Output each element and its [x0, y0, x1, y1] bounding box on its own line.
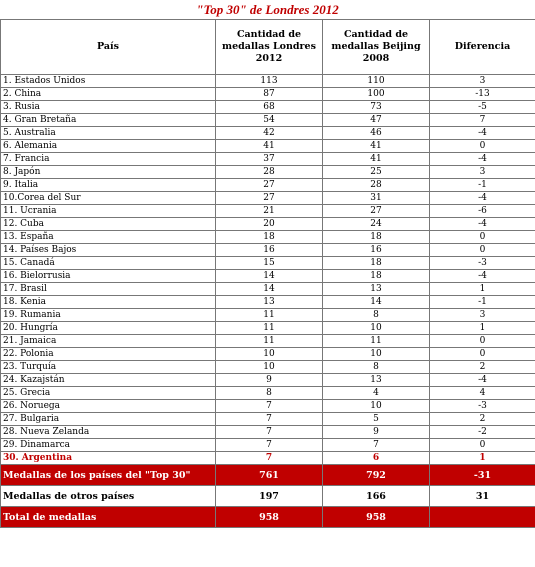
- summary-label: Medallas de los países del "Top 30": [1, 465, 216, 486]
- london-cell: 28: [216, 166, 323, 179]
- beijing-cell: 110: [323, 75, 430, 88]
- table-row: [1, 101, 535, 114]
- diff-cell: -4: [430, 374, 535, 387]
- london-cell: 9: [216, 374, 323, 387]
- london-cell: 10: [216, 348, 323, 361]
- beijing-cell: 10: [323, 400, 430, 413]
- beijing-cell: 41: [323, 153, 430, 166]
- diff-cell: 0: [430, 244, 535, 257]
- london-cell: 8: [216, 387, 323, 400]
- beijing-cell: 24: [323, 218, 430, 231]
- diff-cell: -4: [430, 127, 535, 140]
- table-row: [1, 75, 535, 88]
- london-cell: 11: [216, 322, 323, 335]
- beijing-cell: 13: [323, 283, 430, 296]
- table-title: "Top 30" de Londres 2012: [0, 0, 535, 19]
- beijing-cell: 25: [323, 166, 430, 179]
- country-cell: 19. Rumania: [1, 309, 216, 322]
- london-cell: 27: [216, 192, 323, 205]
- beijing-cell: 18: [323, 270, 430, 283]
- london-cell: 54: [216, 114, 323, 127]
- london-cell: 42: [216, 127, 323, 140]
- table-row: [1, 413, 535, 426]
- diff-cell: 2: [430, 361, 535, 374]
- table-row: [1, 426, 535, 439]
- diff-cell: 2: [430, 413, 535, 426]
- table-row: [1, 452, 535, 465]
- summary-row: [1, 486, 535, 507]
- diff-cell: -6: [430, 205, 535, 218]
- header-beijing: Cantidad de medallas Beijing 2008: [323, 20, 430, 75]
- beijing-cell: 100: [323, 88, 430, 101]
- beijing-cell: 47: [323, 114, 430, 127]
- table-row: [1, 348, 535, 361]
- country-cell: 10.Corea del Sur: [1, 192, 216, 205]
- beijing-cell: 16: [323, 244, 430, 257]
- country-cell: 27. Bulgaria: [1, 413, 216, 426]
- london-cell: 14: [216, 270, 323, 283]
- country-cell: 8. Japón: [1, 166, 216, 179]
- beijing-cell: 8: [323, 309, 430, 322]
- diff-cell: 3: [430, 166, 535, 179]
- london-cell: 14: [216, 283, 323, 296]
- table-row: [1, 309, 535, 322]
- table-row: [1, 335, 535, 348]
- london-cell: 7: [216, 439, 323, 452]
- london-cell: 7: [216, 452, 323, 465]
- london-cell: 7: [216, 413, 323, 426]
- diff-cell: -5: [430, 101, 535, 114]
- country-cell: 3. Rusia: [1, 101, 216, 114]
- beijing-cell: 7: [323, 439, 430, 452]
- country-cell: 2. China: [1, 88, 216, 101]
- london-cell: 68: [216, 101, 323, 114]
- beijing-cell: 41: [323, 140, 430, 153]
- london-cell: 7: [216, 400, 323, 413]
- diff-cell: -4: [430, 270, 535, 283]
- country-cell: 29. Dinamarca: [1, 439, 216, 452]
- table-row: [1, 114, 535, 127]
- country-cell: 26. Noruega: [1, 400, 216, 413]
- london-cell: 41: [216, 140, 323, 153]
- diff-cell: -3: [430, 400, 535, 413]
- summary-london: 761: [216, 465, 323, 486]
- diff-cell: 1: [430, 283, 535, 296]
- summary-london: 958: [216, 507, 323, 528]
- summary-label: Medallas de otros países: [1, 486, 216, 507]
- header-diff: Diferencia: [430, 20, 535, 75]
- table-row: [1, 231, 535, 244]
- beijing-cell: 14: [323, 296, 430, 309]
- diff-cell: -2: [430, 426, 535, 439]
- london-cell: 13: [216, 296, 323, 309]
- table-row: [1, 283, 535, 296]
- summary-beijing: 166: [323, 486, 430, 507]
- diff-cell: -4: [430, 153, 535, 166]
- summary-beijing: 958: [323, 507, 430, 528]
- diff-cell: -3: [430, 257, 535, 270]
- beijing-cell: 9: [323, 426, 430, 439]
- diff-cell: -4: [430, 218, 535, 231]
- country-cell: 28. Nueva Zelanda: [1, 426, 216, 439]
- beijing-cell: 6: [323, 452, 430, 465]
- country-cell: 18. Kenia: [1, 296, 216, 309]
- london-cell: 15: [216, 257, 323, 270]
- london-cell: 21: [216, 205, 323, 218]
- table-row: [1, 270, 535, 283]
- table-row: [1, 192, 535, 205]
- london-cell: 16: [216, 244, 323, 257]
- london-cell: 7: [216, 426, 323, 439]
- diff-cell: 1: [430, 322, 535, 335]
- london-cell: 18: [216, 231, 323, 244]
- table-row: [1, 88, 535, 101]
- diff-cell: 0: [430, 335, 535, 348]
- summary-diff: 31: [430, 486, 535, 507]
- beijing-cell: 4: [323, 387, 430, 400]
- country-cell: 1. Estados Unidos: [1, 75, 216, 88]
- country-cell: 25. Grecia: [1, 387, 216, 400]
- country-cell: 11. Ucrania: [1, 205, 216, 218]
- london-cell: 87: [216, 88, 323, 101]
- country-cell: 21. Jamaica: [1, 335, 216, 348]
- table-row: [1, 179, 535, 192]
- diff-cell: 1: [430, 452, 535, 465]
- diff-cell: 0: [430, 348, 535, 361]
- table-row: [1, 439, 535, 452]
- beijing-cell: 18: [323, 231, 430, 244]
- diff-cell: -1: [430, 179, 535, 192]
- diff-cell: 4: [430, 387, 535, 400]
- country-cell: 13. España: [1, 231, 216, 244]
- beijing-cell: 8: [323, 361, 430, 374]
- country-cell: 6. Alemania: [1, 140, 216, 153]
- diff-cell: -13: [430, 88, 535, 101]
- beijing-cell: 13: [323, 374, 430, 387]
- summary-label: Total de medallas: [1, 507, 216, 528]
- table-row: [1, 244, 535, 257]
- country-cell: 9. Italia: [1, 179, 216, 192]
- table-row: [1, 387, 535, 400]
- beijing-cell: 73: [323, 101, 430, 114]
- beijing-cell: 10: [323, 348, 430, 361]
- country-cell: 30. Argentina: [1, 452, 216, 465]
- table-row: [1, 322, 535, 335]
- header-london: Cantidad de medallas Londres 2012: [216, 20, 323, 75]
- diff-cell: 7: [430, 114, 535, 127]
- table-row: [1, 127, 535, 140]
- london-cell: 11: [216, 335, 323, 348]
- beijing-cell: 27: [323, 205, 430, 218]
- country-cell: 7. Francia: [1, 153, 216, 166]
- london-cell: 113: [216, 75, 323, 88]
- beijing-cell: 11: [323, 335, 430, 348]
- table-row: [1, 257, 535, 270]
- diff-cell: 0: [430, 231, 535, 244]
- london-cell: 11: [216, 309, 323, 322]
- london-cell: 20: [216, 218, 323, 231]
- diff-cell: 3: [430, 75, 535, 88]
- country-cell: 23. Turquía: [1, 361, 216, 374]
- table-row: [1, 205, 535, 218]
- country-cell: 12. Cuba: [1, 218, 216, 231]
- summary-london: 197: [216, 486, 323, 507]
- table-row: [1, 166, 535, 179]
- diff-cell: 0: [430, 439, 535, 452]
- beijing-cell: 10: [323, 322, 430, 335]
- summary-diff: [430, 507, 535, 528]
- medal-table: [0, 19, 535, 528]
- table-row: [1, 218, 535, 231]
- beijing-cell: 31: [323, 192, 430, 205]
- beijing-cell: 5: [323, 413, 430, 426]
- country-cell: 4. Gran Bretaña: [1, 114, 216, 127]
- country-cell: 20. Hungría: [1, 322, 216, 335]
- table-row: [1, 140, 535, 153]
- beijing-cell: 28: [323, 179, 430, 192]
- header-row: [1, 20, 535, 75]
- country-cell: 15. Canadá: [1, 257, 216, 270]
- summary-diff: -31: [430, 465, 535, 486]
- country-cell: 16. Bielorrusia: [1, 270, 216, 283]
- london-cell: 10: [216, 361, 323, 374]
- country-cell: 5. Australia: [1, 127, 216, 140]
- country-cell: 17. Brasil: [1, 283, 216, 296]
- diff-cell: 0: [430, 140, 535, 153]
- london-cell: 27: [216, 179, 323, 192]
- summary-row: [1, 465, 535, 486]
- table-row: [1, 361, 535, 374]
- london-cell: 37: [216, 153, 323, 166]
- diff-cell: 3: [430, 309, 535, 322]
- country-cell: 24. Kazajstán: [1, 374, 216, 387]
- diff-cell: -4: [430, 192, 535, 205]
- beijing-cell: 18: [323, 257, 430, 270]
- summary-beijing: 792: [323, 465, 430, 486]
- table-row: [1, 374, 535, 387]
- header-country: País: [1, 20, 216, 75]
- table-row: [1, 153, 535, 166]
- country-cell: 22. Polonia: [1, 348, 216, 361]
- summary-row: [1, 507, 535, 528]
- country-cell: 14. Países Bajos: [1, 244, 216, 257]
- beijing-cell: 46: [323, 127, 430, 140]
- table-row: [1, 296, 535, 309]
- diff-cell: -1: [430, 296, 535, 309]
- table-row: [1, 400, 535, 413]
